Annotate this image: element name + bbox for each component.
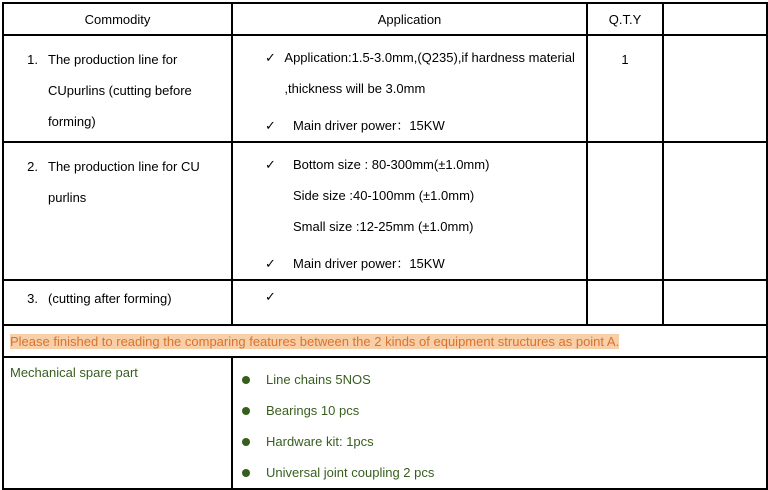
qty-cell: 1 bbox=[587, 35, 663, 142]
table-row bbox=[3, 280, 767, 325]
check-icon: ✓ bbox=[265, 256, 276, 271]
spare-title: Mechanical spare part bbox=[3, 357, 232, 489]
header-qty: Q.T.Y bbox=[587, 3, 663, 35]
list-item bbox=[267, 110, 586, 141]
qty-cell bbox=[587, 280, 663, 325]
list-item bbox=[267, 248, 586, 279]
small-size-text: Small size :12-25mm (±1.0mm) bbox=[293, 219, 474, 234]
qty-cell bbox=[587, 142, 663, 280]
spare-item: Universal joint coupling 2 pcs bbox=[266, 465, 435, 480]
extra-cell bbox=[663, 35, 767, 142]
check-icon: ✓ bbox=[265, 118, 276, 133]
application-cell bbox=[232, 280, 587, 325]
row-number: 2. bbox=[27, 159, 38, 174]
bullet-icon bbox=[242, 438, 250, 446]
side-size-text: Side size :40-100mm (±1.0mm) bbox=[293, 188, 475, 203]
list-item bbox=[267, 149, 586, 180]
check-icon: ✓ bbox=[265, 289, 276, 304]
spare-item: Line chains 5NOS bbox=[266, 372, 371, 387]
list-item bbox=[267, 42, 586, 104]
check-icon: ✓ bbox=[265, 50, 276, 65]
header-extra bbox=[663, 3, 767, 35]
power-text: Main driver power：15KW bbox=[293, 256, 445, 271]
list-item bbox=[242, 364, 766, 395]
table-row bbox=[3, 142, 767, 280]
check-icon: ✓ bbox=[265, 157, 276, 172]
application-cell bbox=[232, 142, 587, 280]
bullet-icon bbox=[242, 376, 250, 384]
spare-list bbox=[232, 357, 767, 489]
application-text: Application:1.5-3.0mm,(Q235),if hardness material ,thickness will be 3.0mm bbox=[284, 50, 575, 96]
bullet-icon bbox=[242, 469, 250, 477]
commodity-text: The production line for CU purlins bbox=[48, 159, 200, 205]
bottom-size-text: Bottom size : 80-300mm(±1.0mm) bbox=[293, 157, 490, 172]
power-text: Main driver power：15KW bbox=[293, 118, 445, 133]
spare-item: Bearings 10 pcs bbox=[266, 403, 360, 418]
spec-table bbox=[2, 2, 768, 490]
spare-row bbox=[3, 357, 767, 489]
extra-cell bbox=[663, 142, 767, 280]
list-item bbox=[267, 281, 586, 312]
commodity-text: The production line for CUpurlins (cutting before forming) bbox=[48, 52, 192, 129]
table-row bbox=[3, 35, 767, 142]
commodity-cell bbox=[3, 280, 232, 325]
bullet-icon bbox=[242, 407, 250, 415]
header-commodity: Commodity bbox=[3, 3, 232, 35]
commodity-text: (cutting after forming) bbox=[48, 291, 172, 306]
header-application: Application bbox=[232, 3, 587, 35]
note-cell bbox=[3, 325, 767, 357]
row-number: 1. bbox=[27, 52, 38, 67]
list-item bbox=[242, 395, 766, 426]
header-row bbox=[3, 3, 767, 35]
spare-item: Hardware kit: 1pcs bbox=[266, 434, 374, 449]
list-item bbox=[242, 457, 766, 488]
list-item bbox=[242, 426, 766, 457]
highlighted-note: Please finished to reading the comparing features between the 2 kinds of equipment structures as point A. bbox=[10, 333, 620, 349]
extra-cell bbox=[663, 280, 767, 325]
note-row bbox=[3, 325, 767, 357]
commodity-cell bbox=[3, 35, 232, 142]
row-number: 3. bbox=[27, 291, 38, 306]
commodity-cell bbox=[3, 142, 232, 280]
application-cell bbox=[232, 35, 587, 142]
